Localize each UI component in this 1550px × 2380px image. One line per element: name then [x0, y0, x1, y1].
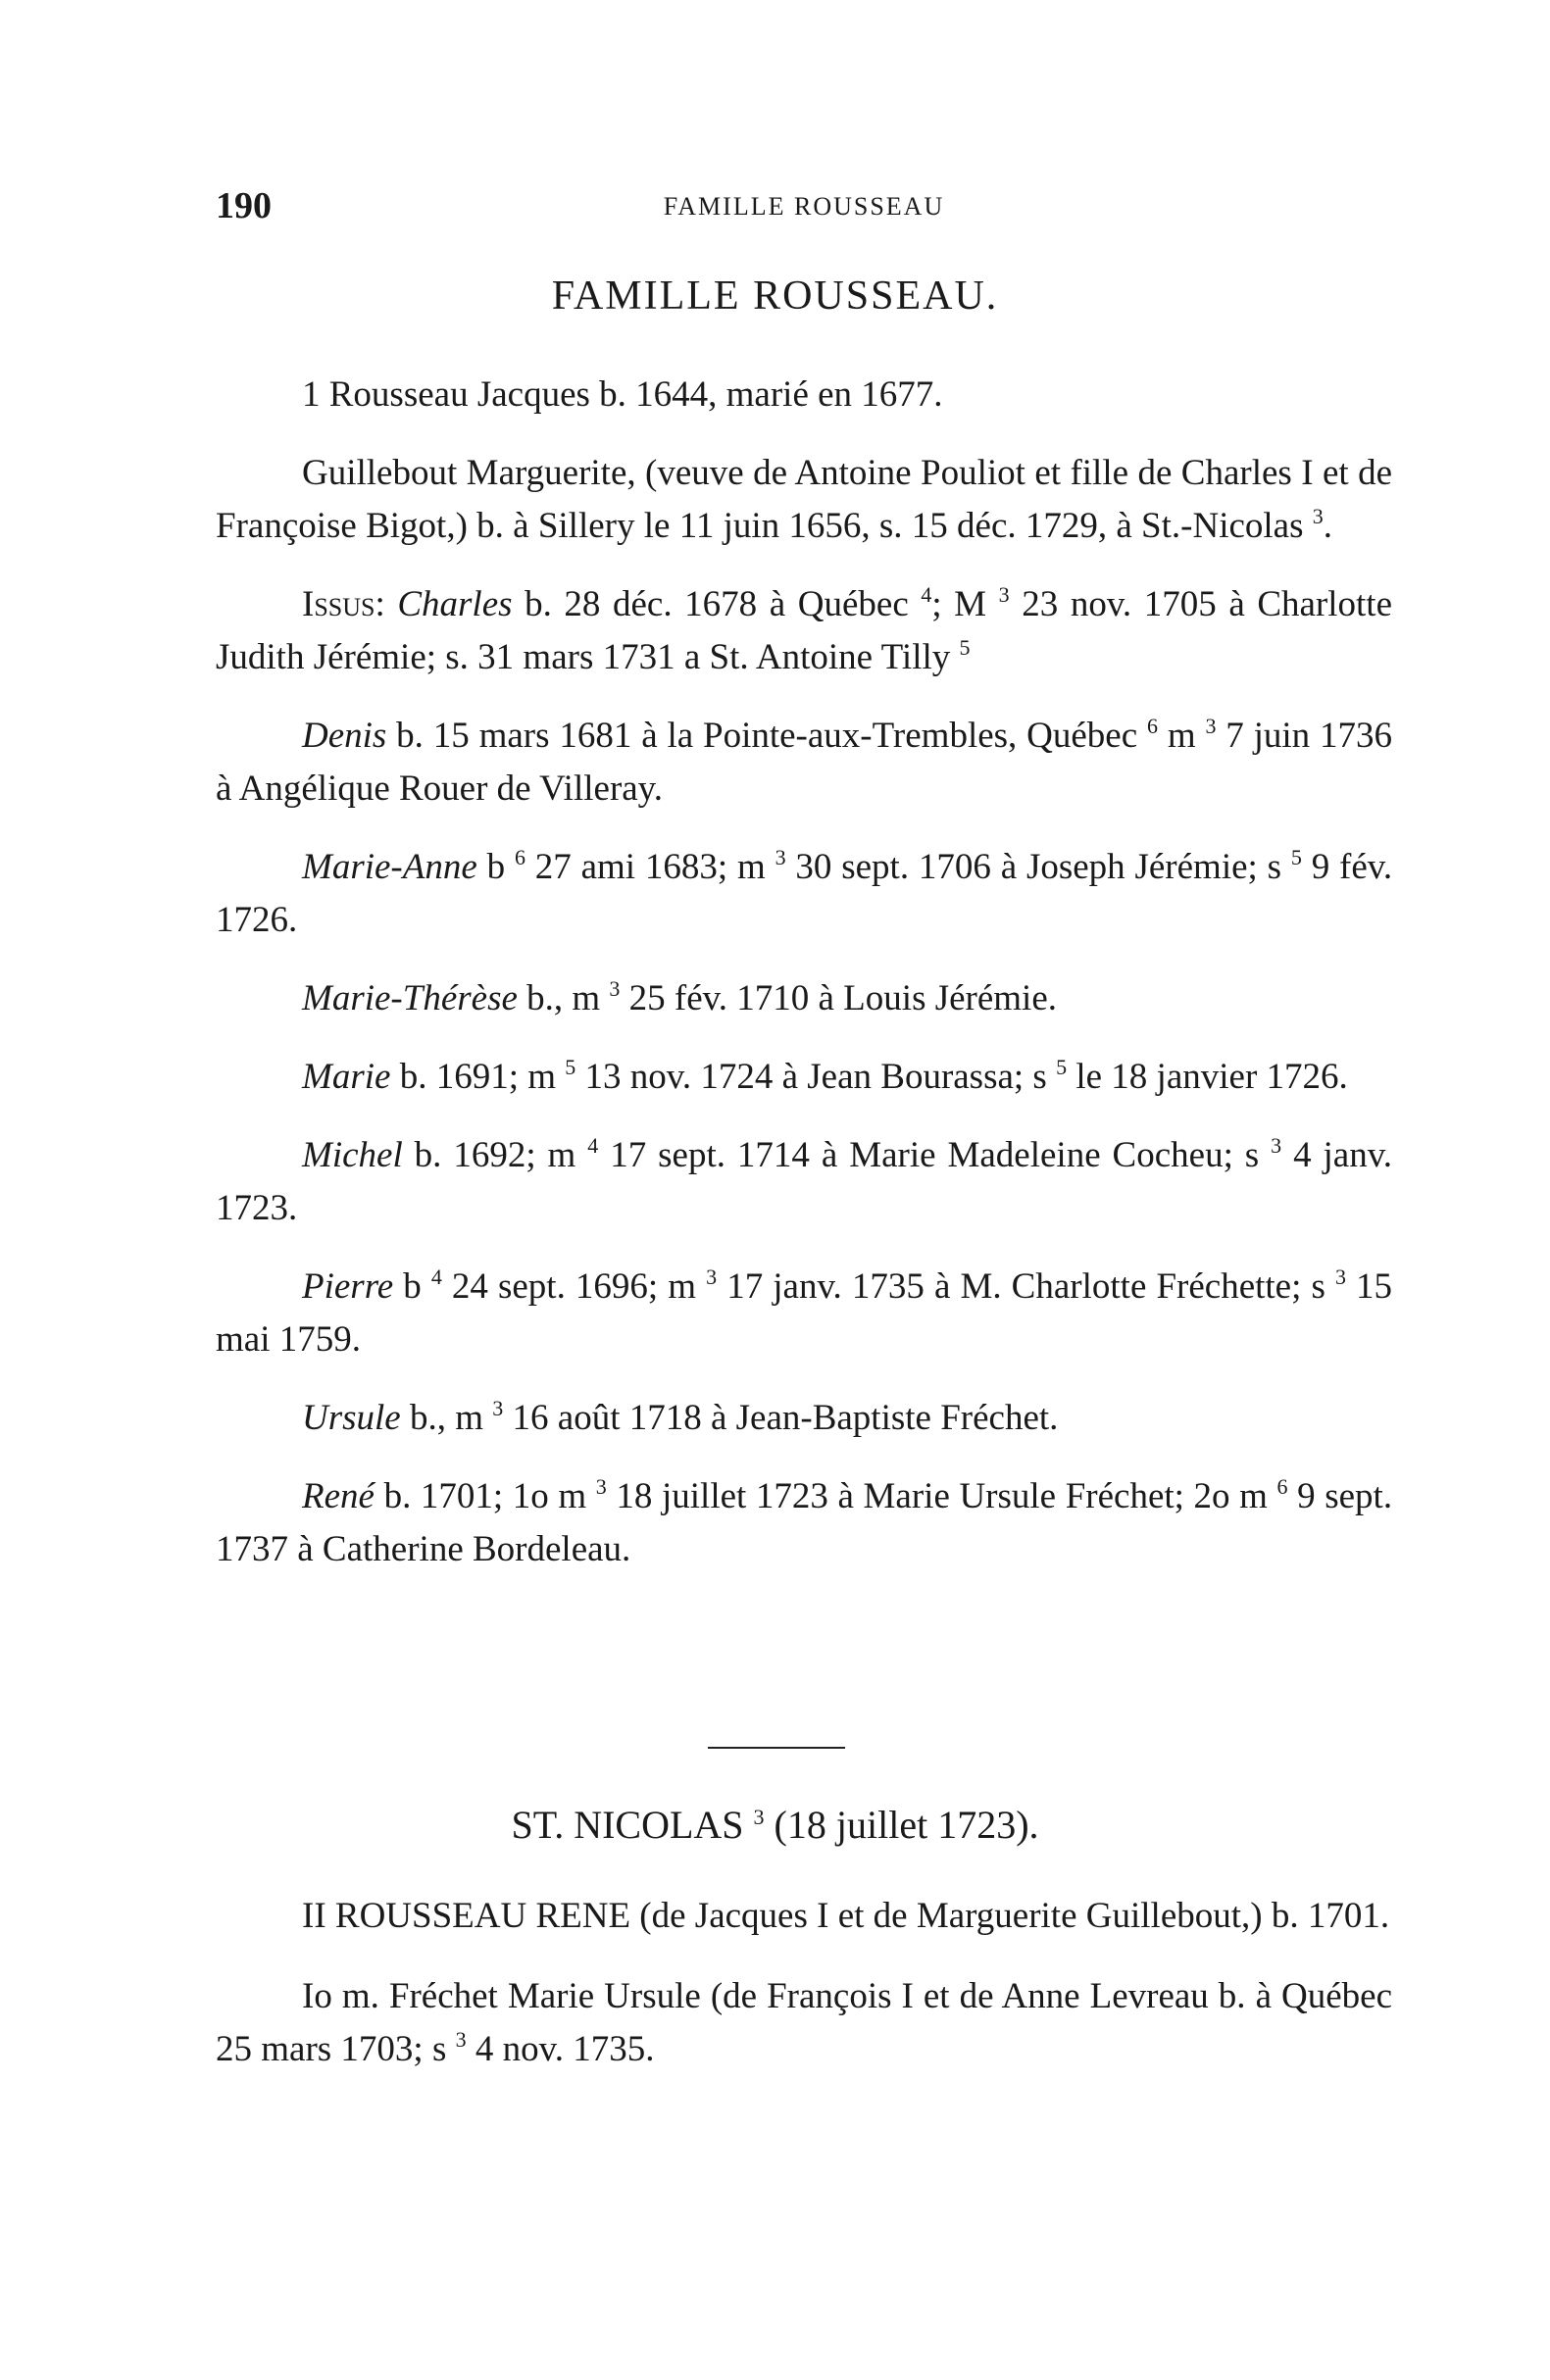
entry-pierre: Pierre b $^4$ 24 sept. 1696; m $^3$ 17 janv. 1735 à M. Charlotte Fréchette; s $^3$ 15 mai 1759. — [216, 1264, 1393, 1360]
section-entries — [216, 1890, 1392, 2076]
entry-jacques: 1 Rousseau Jacques b. 1644, marié en 1677. — [302, 374, 943, 415]
entry-rene-rousseau: II ROUSSEAU RENE (de Jacques I et de Marguerite Guillebout,) b. 1701. — [302, 1896, 1390, 1936]
entry-ursule: Ursule b., m $^3$ 16 août 1718 à Jean-Baptiste Fréchet. — [302, 1396, 1059, 1438]
child-name: Charles — [397, 584, 513, 624]
running-head: FAMILLE ROUSSEAU — [663, 192, 945, 221]
child-name: Marie-Thérèse — [302, 978, 518, 1018]
child-name: Marie-Anne — [302, 847, 477, 887]
child-name: Ursule — [302, 1398, 401, 1438]
section-heading: ST. NICOLAS $^3$ (18 juillet 1723). — [511, 1803, 1039, 1847]
entry-marguerite: Guillebout Marguerite, (veuve de Antoine Pouliot et fille de Charles I et de Françoise Bigot,) b. à Sillery le 11 juin 1656, s. 15 déc. 1729, à St.-Nicolas $^3$. — [216, 453, 1392, 546]
child-name: René — [302, 1476, 375, 1516]
child-name: Marie — [302, 1057, 391, 1097]
entry-marriage: Io m. Fréchet Marie Ursule (de François I et de Anne Levreau b. à Québec 25 mars 1703; s $^3$ 4 nov. 1735. — [216, 1976, 1392, 2069]
entry-denis: Denis b. 15 mars 1681 à la Pointe-aux-Trembles, Québec $^6$ m $^3$ 7 juin 1736 à Angélique Rouer de Villeray. — [216, 714, 1393, 809]
child-name: Michel — [302, 1135, 403, 1175]
page-header — [216, 184, 1392, 233]
entry-charles: Issus: Charles b. 28 déc. 1678 à Québec $^4$; M $^3$ 23 nov. 1705 à Charlotte Judith Jérémie; s. 31 mars 1731 a St. Antoine Tilly $^5$ — [216, 582, 1393, 677]
entry-rene: René b. 1701; 1o m $^3$ 18 juillet 1723 à Marie Ursule Fréchet; 2o m $^6$ 9 sept. 1737 à Catherine Bordeleau. — [216, 1474, 1393, 1569]
entry-marie: Marie b. 1691; m $^5$ 13 nov. 1724 à Jean Bourassa; s $^5$ le 18 janvier 1726. — [302, 1055, 1348, 1097]
entry-marie-anne: Marie-Anne b $^6$ 27 ami 1683; m $^3$ 30 sept. 1706 à Joseph Jérémie; s $^5$ 9 fév. 1726. — [216, 845, 1393, 940]
child-name: Pierre — [302, 1266, 394, 1307]
entry-marie-therese: Marie-Thérèse b., m $^3$ 25 fév. 1710 à Louis Jérémie. — [302, 976, 1058, 1018]
child-name: Denis — [302, 716, 387, 756]
entry-michel: Michel b. 1692; m $^4$ 17 sept. 1714 à Marie Madeleine Cocheu; s $^3$ 4 janv. 1723. — [216, 1133, 1393, 1228]
family-entries — [216, 369, 1392, 1576]
chapter-title: FAMILLE ROUSSEAU. — [551, 273, 999, 319]
page-number: 190 — [216, 185, 272, 226]
section-divider — [708, 1747, 845, 1749]
